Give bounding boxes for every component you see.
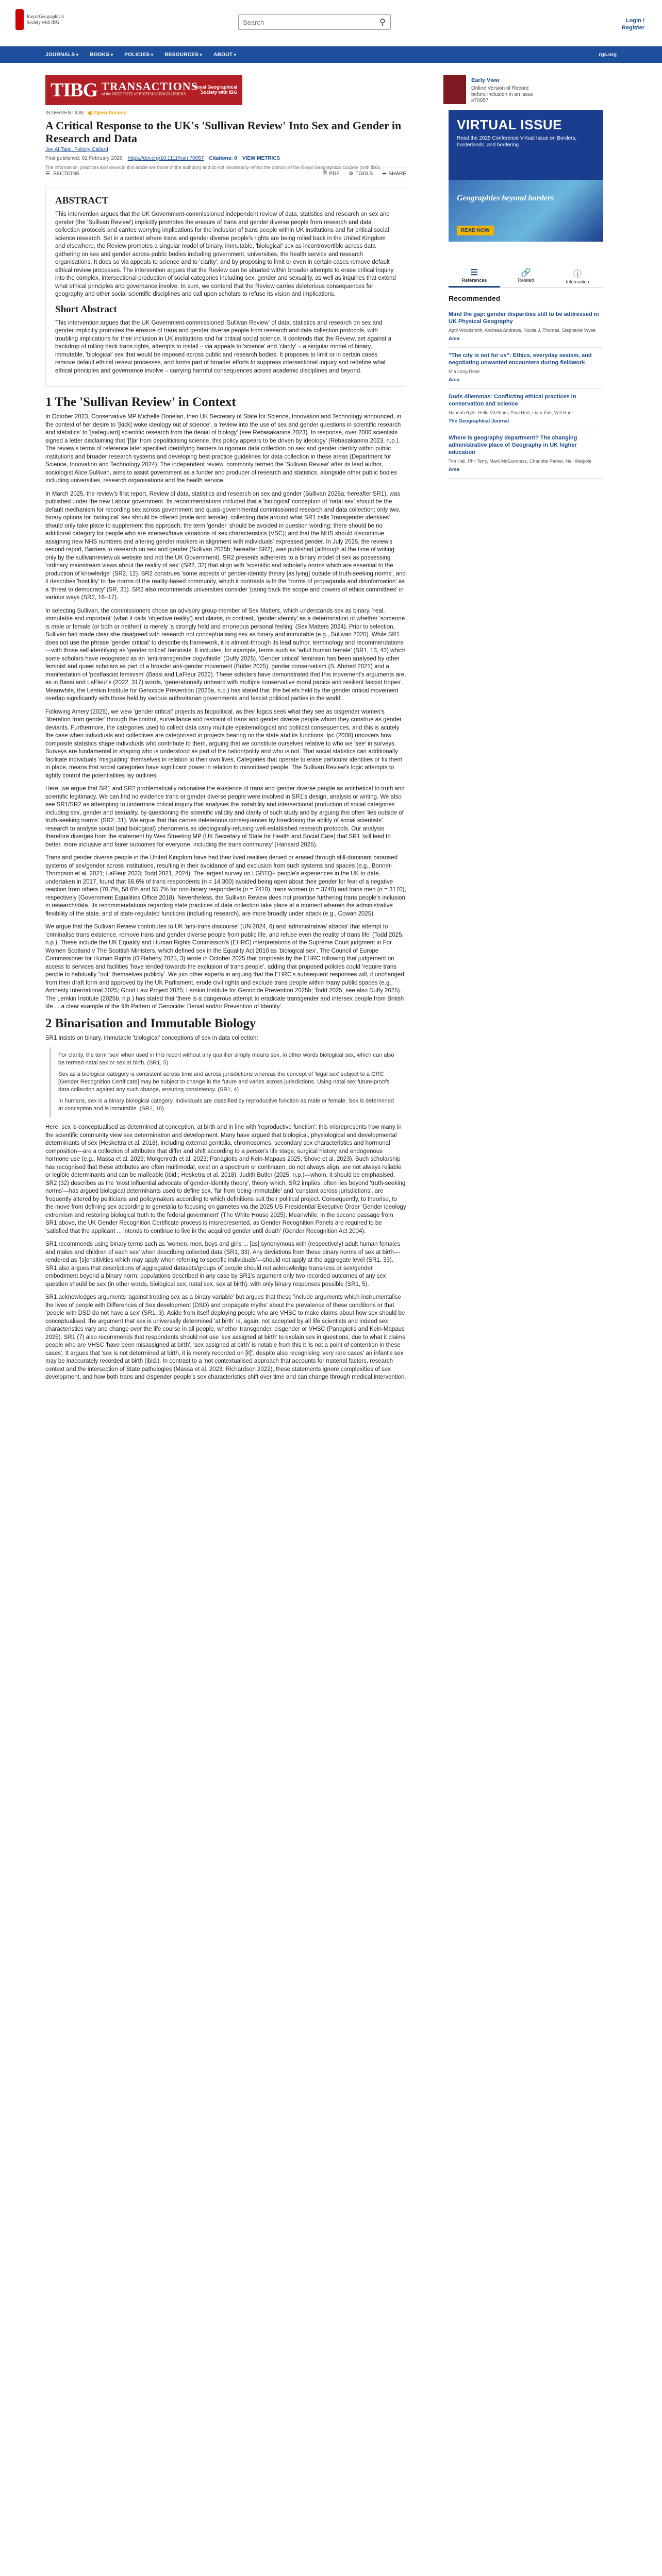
society-emblem xyxy=(15,9,24,30)
quote-line: For clarity, the term 'sex' when used in this report without any qualifier simply means sex, in other words biological sex, which can also be termed natal sex or sex at birth. (SR1, 5) xyxy=(58,1052,394,1066)
sections-menu-icon[interactable]: ☰ xyxy=(45,171,50,177)
short-abstract-text: This intervention argues that the UK Government-commissioned 'Sullivan Review' of data, statistics and research on sex and gender implicitly promotes the erasure of trans and gender diverse people from research and data collection protocols, with troubling implications for their inclusion in UK institutions and for critical social science. It contends that the Review, set against a backdrop of rolling back trans rights, attempts to install – via appeals to 'science' and 'clarity' – a singular model of binary, immutable, 'biological' sex that would be imposed across public and research bodies. It proposes to limit or in certain cases remove default ethical review processes, and forms part of broader efforts to suppress intersectional inquiry and redefine what ethical principles and governance involve – carrying harmful consequences across academic disciplines and beyond. xyxy=(55,319,391,374)
references-icon: ☰ xyxy=(470,268,478,277)
publisher-label: Royal Geographical Society with IBG xyxy=(193,84,237,95)
register-link[interactable]: Register xyxy=(621,25,644,31)
early-view-line2: before inclusion in an issue xyxy=(471,92,534,97)
recommended-title[interactable]: Dods dilemmas: Conflicting ethical practices in conservation and science xyxy=(449,394,576,407)
nav-about[interactable]: ABOUT ▾ xyxy=(213,52,236,58)
author-list[interactable]: Jay Al-Talal, Felicity Callard xyxy=(45,147,108,152)
sections-button[interactable]: SECTIONS xyxy=(53,171,80,177)
tools-icon[interactable]: ⚙ xyxy=(349,171,354,177)
share-icon[interactable]: ➦ xyxy=(382,171,387,177)
rgs-site-link[interactable]: rgs.org xyxy=(599,52,617,58)
recommended-authors: Hannah Ryle, Hella Vitzthum, Paul Hart, Liam Kirk, Will Hunt xyxy=(449,410,573,415)
paragraph: We argue that the Sullivan Review contributes to UK 'anti-trans discourse' (UN 2024, 6) and 'administrative/ attacks' that attempt to 'criminalise trans existence, remove trans and gender diverse people from public life, and refuse even the reality of trans life' (Todd 2025, n.p.). These include the UK Equality and Human Rights Commission's (EHRC) interpretations of the Supreme Court judgment in For Women Scotland v The Scottish Ministers, which defined sex in the Equality Act 2010 as 'biological sex'. The Council of Europe Commissioner for Human Rights (O'Flaherty 2025, 3) wrote in October 2025 that proposals by the EHRC following that judgement on access to services and facilities 'have tended towards the exclusion of trans people', adding that proposed policies could 'require trans people to habitually "out" themselves publicly'. We join other experts in arguing that the EHRC's subsequent responses will, if unchanged from their draft form and approved by the UK Parliament, erode civil rights and exclude trans people within many public spaces (e.g., Amnesty International 2025; Good Law Project 2025; Lemkin Institute for Genocide Prevention 2025b; Todd 2025; see also Duffy 2025). The Lemkin Institute (2025b, n.p.) has stated that 'there is a dangerous attempt to eradicate transgender and intersex people from British life ... a clear example of the 9th Pattern of Genocide: Denial and/or Prevention of Identity'. xyxy=(45,924,404,1010)
tab-label: References xyxy=(461,278,487,283)
article-type: INTERVENTION xyxy=(45,110,84,116)
article-toolbar xyxy=(45,167,406,180)
recommended-item[interactable] xyxy=(449,348,603,389)
issue-cover-thumb[interactable] xyxy=(443,75,466,104)
paragraph: In March 2025, the review's first report, Review of data, statistics and research on sex and gender (Sullivan 2025a; hereafter SR1), was published under the new Labour government. Its recommendations included that a 'biological' conception of 'natal sex' should be the default mechanism for recording sex across government and quasi-governmental commissioned research and data collection; only two, binary options for 'biological' sex should be offered (male and female); collecting data around what SR1 calls 'transgender identities' should only take place to supplement this approach; the term 'gender' should be avoided in question wording; there should be no additional category for people who are intersex/have variations of sex characteristics (VSC); and that the NHS should discontinue assigning new NHS numbers and altering gender markers in alignment with individuals' expressed gender. In July 2025, the review's second report, Barriers to research on sex and gender (Sullivan 2025b; hereafter SR2), was published (although at the time of writing only by the sullivanreview.uk website and not the UK Government). SR2 presents adherents to a binary model of sex as possessing 'ordinary mainstream views about the reality of sex' (SR2, 32) that align with 'scientific and scholarly norms which are essential to the production of knowledge' (SR2, 12). SR2 construes 'some aspects of gender-identity theory [as lying] outside of truth-seeking norms', and it describes 'hostility' to the norms of the reality-based community, which it contrasts with the 'norms of propaganda and disinformation' as a 'threat to democracy' (SR, 31). SR2 also recommends universities consider 'paring back the scope and powers of ethics committees' in various ways (SR2, 16–17). xyxy=(45,490,406,601)
recommended-authors: April Woodsmith, Andreas Andrews, Nicola J. Thomas, Stephanie Wyse xyxy=(449,328,596,333)
recommended-authors: Tim Hall, Phil Terry, Mark McGuinness, Charlotte Parker, Neil Walpole xyxy=(449,459,592,464)
article-number: e70057 xyxy=(471,98,489,104)
recommended-journal[interactable]: The Geographical Journal xyxy=(449,418,509,424)
early-view-label[interactable]: Early View xyxy=(471,77,500,83)
recommended-title[interactable]: Mind the gap: gender disparities still to be addressed in UK Physical Geography xyxy=(449,311,599,325)
open-access-label: Open Access xyxy=(94,110,127,116)
recommended-title[interactable]: "The city is not for us": Ethics, everyday sexism, and negotiating unwanted encounters during fieldwork xyxy=(449,352,592,366)
virtual-issue-ad[interactable] xyxy=(449,110,603,242)
recommended-heading: Recommended xyxy=(449,294,501,302)
tab-information[interactable] xyxy=(552,264,603,287)
sidebar-tabs xyxy=(449,264,603,288)
abstract-box xyxy=(45,188,406,387)
view-metrics-button[interactable]: VIEW METRICS xyxy=(242,156,280,161)
recommended-item[interactable] xyxy=(449,389,603,430)
paragraph: In October 2023, Conservative MP Michelle Donelan, then UK Secretary of State for Science, Innovation and Technology announced, in the context of her desire to '[kick] woke ideology out of science', a 'review into the use of sex and gender questions in scientific research and statistics' to '[safeguard] scientific research from the denial of biology' (see Rebasakanina 2023). In response, over 2000 scientists signed a letter disclaiming that '[f]ar from depoliticising science, this policy appears to be driven by ideology' (Rebasakanina 2023, n.p.). The review's terms of reference later specified identifying barriers to rigorous data collection on sex and gender identity within public institutions and broader research systems and developing best-practice guidelines for data collection in these areas (Department for Science, Innovation and Technology 2024). The independent review, commonly termed the 'Sullivan Review' after its lead author, sociologist Alice Sullivan, aims to assist government as a funder and producer of research and statistics, alongside other public bodies including universities, research organisations and the health service. xyxy=(45,414,401,484)
journal-nav xyxy=(0,46,662,63)
doi-link[interactable]: https://doi.org/10.1111/tran.70057 xyxy=(127,156,204,161)
tab-references[interactable] xyxy=(449,264,500,287)
recommended-item[interactable] xyxy=(449,430,603,479)
short-abstract-heading: Short Abstract xyxy=(55,303,117,315)
search-input[interactable] xyxy=(239,15,375,29)
paragraph: SR1 acknowledges arguments 'against treating sex as a binary variable' but argues that these 'include arguments which instrumentalise the lives of people with Differences of Sex development (DSD) and propagate myths' about the prevalence of these conditions or that 'people with DSD do not have a sex' (SR1, 3). Aside from itself deploying people who are VHSC to make claims about how sex should be conceptualised, the argument that sex is universally determined 'at birth' is, again, not accepted by all life scientists and indeed sex characteristics vary and change over the life course in all people, whether transgender, cisgender or VHSC (Panagiotis and Kein-Mapaus 2025). SR1 (7) also recommends that respondents should not use 'sex assigned at birth' to explain sex in questions, due to what it claims people who are VHSC 'have been misassigned at birth', 'sex assigned at birth' is notable from this it 'is not a point of contention in these cases'. It argues that 'sex is not determined at birth, it is merely recorded on [it]', despite also recognising 'very rare cases' an infant's sex may be inaccurately recorded at birth (ibid.). In contrast to a 'not contextualised approach that accounts for material factors, research context and the intersection of State pathologies (Massa et al. 2023; Richardson 2022), these statements ignore complexities of sex development, and how both trans and cisgender people's sex characteristics shift over time and can change through medical intervention. xyxy=(45,1294,406,1380)
pdf-button[interactable]: PDF xyxy=(329,171,340,177)
journal-abbr: TIBG xyxy=(51,79,98,101)
login-links xyxy=(622,17,644,31)
recommended-journal[interactable]: Area xyxy=(449,336,460,342)
paragraph: Here, we argue that SR1 and SR2 problematically rationalise the existence of trans and gender diverse people as antithetical to truth and scientific legitimacy. We can find no evidence trans or gender diverse people were involved in SR1's design, analysis or writing. We also see SR1/SR2 as attempting to undermine critical inquiry that analyses the instability and intersectional production of social categories including sex, gender and sexuality, by questioning the scientific validity and clarity of such study and by arguing this often 'lies outside of truth-seeking norms' (SR2, 31). We argue that this carries deleterious consequences by foreclosing the ability of social scientists' research to analyse social (and biological) phenomena as ideologically-refusing well-established research protocols. Our analysis therefore diverges from the statement by Wes Streeting MP (UK Secretary of State for Health and Social Care) that SR1 'will lead to better, more inclusive and fairer outcomes for everyone, including the trans community' (Hansard 2025). xyxy=(45,786,405,848)
nav-books[interactable]: BOOKS ▾ xyxy=(90,52,113,58)
search-icon[interactable]: ⚲ xyxy=(379,18,386,27)
nav-resources[interactable]: RESOURCES ▾ xyxy=(164,52,202,58)
journal-subtitle: of the INSTITUTE of BRITISH GEOGRAPHERS xyxy=(102,92,186,96)
sidebar xyxy=(449,110,619,479)
disclaimer-text: The information, practices and views in this article are those of the author(s) and do not necessarily reflect the opinion of the Royal Geographical Society (with IBG). xyxy=(45,165,382,170)
paragraph: Here, sex is conceptualised as determined at conception, at birth and in line with 'reproductive function': this misrepresents how many in the scientific community view sex determination and development. Many have argued that biological, physiological and developmental determinants of sex (Heskettra et al. 2018), including external genitalia, chromosomes, secondary sex characteristics and hormonal composition—are a collection of attributes that differ and shift according to a person's life stage, surgical history and endogenous hormone use (e.g., Massa et al. 2023; Morgenroth et al. 2023; Panagiotis and Kein-Mapaus 2025; Shove et al. 2023). Such scholarship has recognised that these attributes are often multimodal, exist on a spectrum or continuum, do not always align, are not always reliable or legible determinants and can be malleable (ibid.; Hesketra et al. 2018). Judith Butler (2025, n.p.)—whom, it should be emphasised, SR2 (32) describes as the 'most influential advocate of gender-identity theory', theory which, SR2 implies, often lies beyond 'truth-seeking norms'—has argued biological determinants used to define sex, 'far from being immutable' and 'constant across jurisdictions', are frequently altered by politicians and policymakers according to which definitions suit their political project. Consequently, to theorise, to the move from defining sex according to genetalia to focusing on gametes via the 2025 US Presidential Executive Order 'Gender ideology extremism and restoring biological truth to the federal government' (The White House 2025). Meanwhile, in the second passage from SR1 above, the UK Gender Recognition Certificate process is misrepresented, as Gender Recognition Panels are required to be 'satisfied that the applicant ... intends to continue to live in the acquired gender until death' (Gender Recognition Act 2004). xyxy=(45,1124,406,1234)
nav-journals[interactable]: JOURNALS ▾ xyxy=(45,52,78,58)
nav-policies[interactable]: POLICIES ▾ xyxy=(124,52,153,58)
block-quote xyxy=(49,1047,406,1117)
quote-line: Sex as a biological category is consistent across time and across jurisdictions whereas the concept of 'legal sex' subject to a GRC [Gender Recognition Certificate] may be subject to change in the future and varies across jurisdictions. Using natal sex future-proofs data collection against any such change, ensuring consistency. (SR1, 4) xyxy=(58,1071,390,1093)
recommended-authors: Mia Long Rose xyxy=(449,369,480,374)
quote-line: In humans, sex is a binary biological category. Individuals are classified by reproductive function as male or female. Sex is determined at conception and is immutable. (SR1, 18) xyxy=(58,1098,394,1112)
paragraph: SR1 insists on binary, immutable 'biological' conceptions of sex in data collection: xyxy=(45,1035,258,1041)
publication-info xyxy=(45,156,406,161)
recommended-item[interactable] xyxy=(449,307,603,348)
tools-button[interactable]: TOOLS xyxy=(355,171,373,177)
recommended-journal[interactable]: Area xyxy=(449,377,460,383)
early-view-box xyxy=(443,75,619,106)
ad-read-now-button[interactable]: READ NOW xyxy=(457,226,494,235)
abstract-text: This intervention argues that the UK Government-commissioned independent review of data, statistics and research on sex and gender (the 'Sullivan Review') implicitly promotes the erasure of trans and gender diverse people from research and data collection protocols and carries worrying implications for the inclusion of trans people within UK institutions and for critical social science research. Set in a context where trans and gender diverse people's rights are being rolled back in the United Kingdom and elsewhere, the Review promotes a singular model of binary, immutable, 'biological' sex as incontrovertible across data gathering on sex and gender across public bodies including government, universities, the health service and research organisations. It does so via appeals to science and to 'clarity', and by proposing to limit or even in certain cases remove default ethical review processes. The intervention argues that the Review can be situated within broader attempts to erase critical inquiry into the complex, intersectional production of social categories including sex, gender and sexuality, as well as inquiries that extend what ethical principles and governance involve. In sum, we contend that the Review carries deleterious consequences for geography and other social scientific disciplines and call upon scholars to refuse its vision and implications. xyxy=(55,211,396,297)
tab-label: Information xyxy=(566,279,589,284)
citations-count[interactable]: Citations: 0 xyxy=(209,156,237,161)
society-name: Royal Geographical Society with IBG xyxy=(26,14,64,25)
tab-label: Related xyxy=(518,278,534,283)
article-meta xyxy=(45,110,406,116)
paragraph: Trans and gender diverse people in the United Kingdom have had their lived realities denied or erased through still-dominant binarised systems of sex/gender across institutions, resulting in their avoidance of and exclusion from such systems and spaces (e.g., Bonner-Thompson et al. 2021; LaFleur 2023; Todd 2021, 2024). The largest survey on LGBTQ+ people's experiences in the UK to date, undertaken in 2017, found that 66.6% of trans respondents (n = 14,300) avoided being open about their gender for fear of a negative reaction from others (70.7%, 58.6% and 55.7% for non-binary respondents (n = 7410), trans women (n = 3740) and trans men (n = 3170), respectively (Government Equalities Office 2018). Nevertheless, the Sullivan Review does not prioritise furthering trans people's inclusion in research/data. Its recommendations regarding state practices of data collection take place at a moment wherein the administrative flexibility of the state, and of state-regulated functions (including research), are more broadly under attack (e.g., Cowan 2025). xyxy=(45,855,406,917)
site-header xyxy=(0,0,662,46)
section-1-heading: 1 The 'Sullivan Review' in Context xyxy=(45,395,236,409)
recommended-journal[interactable]: Area xyxy=(449,467,460,472)
pdf-icon[interactable]: 🗎 xyxy=(323,170,327,176)
article-body xyxy=(45,188,406,1387)
article-header xyxy=(45,110,406,171)
share-button[interactable]: SHARE xyxy=(388,171,406,177)
journal-title: TRANSACTIONS xyxy=(102,80,198,93)
search-box xyxy=(238,14,391,30)
first-published: First published: 02 February 2026 xyxy=(45,156,123,161)
journal-banner[interactable] xyxy=(45,75,242,105)
related-icon: 🔗 xyxy=(521,268,531,277)
paragraph: In selecting Sullivan, the commissioners chose an advisory group member of Sex Matters, which understands sex as binary, 'real, immutable and important' (what it calls 'objective reality') and claims, in contrast, 'gender identity' as a determination of whether 'someone is male or female (or both or neither)' is merely 'a strongly held and erroneous personal feeling' (Sex Matters 2024). Prior to selection, Sullivan had made clear she disagreed with research not conceptualising sex as binary and immutable (e.g., Sullivan 2020). While SR1 does not use the phrase 'gender critical' to describe its framework, it is almost-through its lead author, terminology and recommendations—with those self-identifying as 'gender critical' feminists. It includes, for example, terms such as 'adult human female' (SR1, 13, 43) which some scholars have recognised as an 'anti-transgender dogwhistle' (Duffy 2025). 'Gender critical' feminism has been analysed by other feminist and queer scholars as part of a broader anti-gender movement (Butler 2025), gender conservatism (S. Ahmed 2021) and a manifestation of 'postfascist feminism' (Bassi and LaFleur 2022). These scholars have demonstrated that this movement's arguments are, as in Bassi and LaFleur's (2022, 317) words, 'generationally unheard with multiple conservative moral panics and resilient fascist tropes'. Meanwhile, the Lemkin Institute for Genocide Prevention (2025a, n.p.) has stated that 'the beliefs held by the gender critical movement overlap significantly with those held by various authoritarian governments and fascist political parties in the world'. xyxy=(45,607,406,702)
tab-related[interactable] xyxy=(500,264,552,287)
early-view-line1: Online Version of Record xyxy=(471,86,529,91)
paragraph: SR1 recommends using binary terms such as 'women, men, boys and girls ... [as] synonymous with (respectively) adult human females and males and children of each sex' when describing collected data (SR1, 33). Any deviations from these binary norms of sex at birth—rendered as '[s]ensitivities which may apply when referring to specific individuals'—should not apply at the aggregate level (SR1, 33). SR1 also argues that descriptions of aggregated datasets/groups of people should not acknowledge transness or sex/gender embodiment beyond a binary norm; populations described in any case by SR1's argument only two recorded outcomes of any sex question should be sex (in other words, biological sex, natal sex, sex at birth), with only binary responses possible (SR1, 5). xyxy=(45,1241,401,1287)
ad-heading: VIRTUAL ISSUE xyxy=(457,117,562,132)
ad-caption: Geographies beyond borders xyxy=(457,194,554,202)
abstract-heading: ABSTRACT xyxy=(55,195,109,206)
section-2-heading: 2 Binarisation and Immutable Biology xyxy=(45,1016,256,1030)
information-icon: ⓘ xyxy=(573,270,582,279)
article-title: A Critical Response to the UK's 'Sullivan Review' Into Sex and Gender in Research and Data xyxy=(45,119,402,145)
login-link[interactable]: Login / xyxy=(625,18,644,24)
ad-description: Read the 2025 Conference Virtual Issue on Borders, borderlands, and bordering xyxy=(457,135,577,148)
recommended-title[interactable]: Where is geography department? The changing administrative place of Geography in UK higher education xyxy=(449,435,577,455)
open-access-icon: ◉ xyxy=(88,110,93,116)
paragraph: Following Amery (2025), we view 'gender critical' projects as biopolitical, as their logics seek what they see as cisgender women's 'liberation from gender' through the control, surveillance and restraint of trans and gender diverse people whom they construe as gender deviants. Furthermore, the categories used to collect data carry multiple epistemological and political consequences, and this is acutely the case when individuals and collectives are categorised in projects bearing on the state and its functions. Ipc (2008) uncovers how composite statistics shape individuals who contribute to them, arguing that we constitute ourselves relative to who we 'see' in surveys. Surveys are fundamental in shaping who is understood as part of the nation/polity and who is not. That social statistics can additionally facilitate individuals 'misguiding' themselves in relation to their own lives. Categories that operate to erase particular identities or fix them in place, means that social categories have significant power in relation to minoritised people. The Sullivan Review's logic attempts to tightly control the potentialities lay outlines. xyxy=(45,708,403,779)
society-logo[interactable] xyxy=(15,6,73,33)
